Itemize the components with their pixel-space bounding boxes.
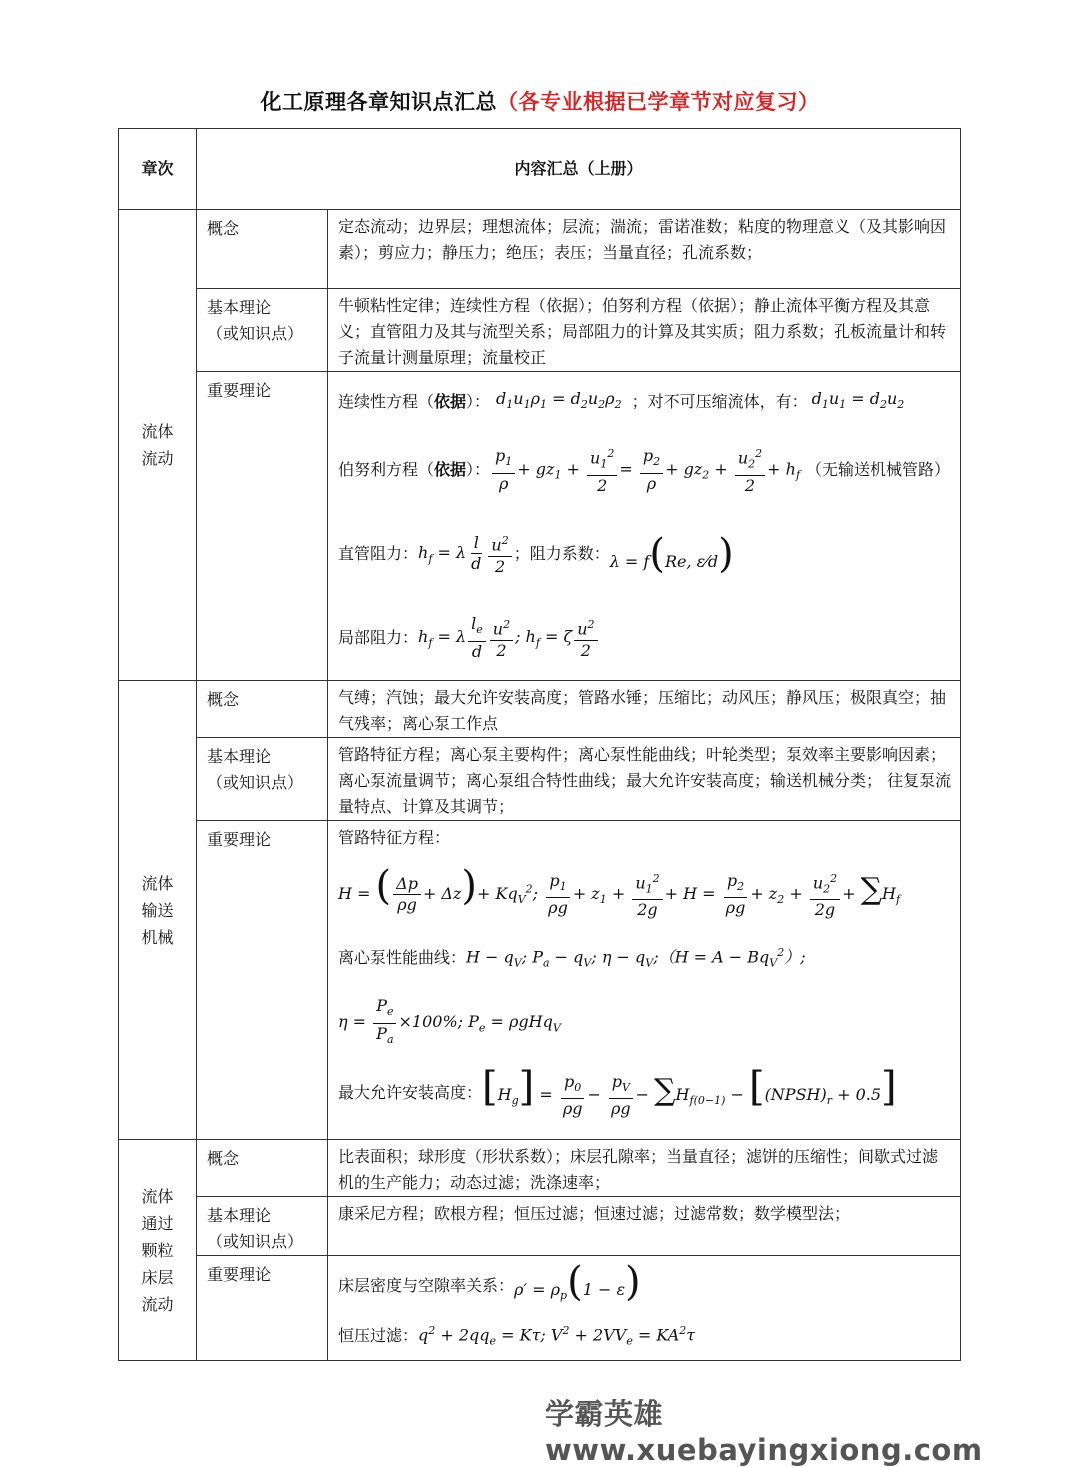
- eq-label: 局部阻力：: [338, 628, 419, 647]
- table-row: [119, 210, 961, 289]
- label-line-1: 基本理论: [207, 298, 272, 317]
- table-row: [119, 372, 961, 681]
- summary-table: [118, 128, 961, 1361]
- eq-bold: 依据: [434, 460, 467, 479]
- table-row: [119, 821, 961, 1140]
- label-line-1: 基本理论: [207, 1206, 272, 1225]
- local-resistance: 局部阻力： $h_f = \lambda$ $\frac{l_e}{d}$ $\frac{u^2}{2}$ ; $h_f = \zeta$ $\frac{u^2}{2}$: [338, 596, 952, 680]
- eq-note: （无输送机械管路）: [806, 460, 951, 479]
- table-header-row: [119, 129, 961, 210]
- row-label: 概念: [197, 1140, 328, 1197]
- chapter-label: 流动: [141, 1294, 174, 1314]
- chapter-label: 流体: [141, 873, 174, 893]
- chapter-fluid-transport: [119, 681, 197, 1140]
- particle-basic: 康采尼方程；欧根方程；恒压过滤；恒速过滤；过滤常数；数学模型法；: [328, 1197, 961, 1256]
- row-label: [197, 1197, 328, 1256]
- chapter-label: 流体: [141, 1186, 174, 1206]
- transport-concept: 气缚；汽蚀；最大允许安装高度；管路水锤；压缩比；动风压；静风压；极限真空；抽气残率；离心泵工作点: [328, 681, 961, 738]
- continuity-equation: 连续性方程（ 依据 ）： $d_1u_1\rho_1 = d_2u_2\rho_2$ ；对不可压缩流体，有： $d_1u_1 = d_2u_2$: [338, 376, 952, 428]
- eq-label: 连续性方程（: [338, 392, 435, 411]
- chapter-label: 颗粒: [141, 1240, 174, 1260]
- eq-bold: 依据: [434, 392, 467, 411]
- title-note: （各专业根据已学章节对应复习）: [497, 90, 820, 114]
- eq-label: 直管阻力：: [338, 544, 419, 563]
- transport-basic: 管路特征方程；离心泵主要构件；离心泵性能曲线；叶轮类型；泵效率主要影响因素；离心泵流量调节；离心泵组合特性曲线；最大允许安装高度；输送机械分类； 往复泵流量特点、计算及其调节；: [328, 738, 961, 821]
- chapter-label: 输送: [141, 900, 174, 920]
- max-install-height: 最大允许安装高度： $[H_g]$ = $\frac{p_0}{\rho g}$ − $\frac{p_V}{\rho g}$ − $\sum H_{f(0-1)}$ − $[(NPSH)_r + 0.5]$: [338, 1063, 897, 1119]
- row-label: 重要理论: [197, 372, 328, 681]
- label-line-2: （或知识点）: [207, 324, 304, 343]
- pipeline-equation: H = ( $\frac{\Delta p}{\rho g}$ + $\Delta z)+ Kq_V^2$; $\frac{p_1}{\rho g}$ + $z_1$ + $\frac{u_1^2}{2g}$ + H = $\frac{p_2}{\rho g}$ + $z_2$ + $\frac{u_2^2}{2g}$ + $\sum H_f$: [338, 862, 901, 920]
- eq-label: 床层密度与空隙率关系：: [338, 1276, 515, 1295]
- bed-density-equation: 床层密度与空隙率关系： $\rho' = \rho_p(1 - \varepsilon)$: [338, 1259, 641, 1306]
- particle-key: [328, 1256, 961, 1361]
- table-row: [119, 1197, 961, 1256]
- fluid-flow-concept: 定态流动；边界层；理想流体；层流；湍流；雷诺准数；粘度的物理意义（及其影响因素）；剪应力；静压力；绝压；表压；当量直径；孔流系数；: [328, 210, 961, 289]
- straight-pipe-resistance: 直管阻力： $h_f = \lambda$ $\frac{l}{d}$ $\frac{u^2}{2}$ ；阻力系数： λ = f(Re, ε⁄d): [338, 530, 734, 577]
- fluid-flow-key: [328, 372, 961, 681]
- transport-key: [328, 821, 961, 1140]
- chapter-label: 床层: [141, 1267, 174, 1287]
- page-title: [0, 86, 1080, 116]
- row-label: [197, 289, 328, 372]
- table-row: [119, 289, 961, 372]
- label-line-2: （或知识点）: [207, 1232, 304, 1251]
- title-main: 化工原理各章知识点汇总: [260, 90, 497, 114]
- pump-efficiency: η = $\frac{P_e}{P_a}$ ×100%; $P_e = \rho gHq_V$: [338, 996, 561, 1046]
- table-row: [119, 681, 961, 738]
- eq-label: ）：: [466, 392, 491, 411]
- constant-pressure-filtration: 恒压过滤： $q^2 + 2qq_e = K\tau$; $V^2 + 2VV_e = KA^2\tau$: [338, 1323, 696, 1348]
- bernoulli-equation: 伯努利方程（ 依据 ）： $\frac{p_1}{\rho}$ + $gz_1$ + $\frac{u_1^2}{2}$ = $\frac{p_2}{\rho}$ + $gz_2$ + $\frac{u_2^2}{2}$ + $h_f$ （无输送机械管路）: [338, 428, 952, 512]
- row-label: [197, 738, 328, 821]
- eq-note: ；对不可压缩流体，有：: [631, 392, 808, 411]
- row-label: 重要理论: [197, 821, 328, 1140]
- pump-curve: 离心泵性能曲线： $H - q_V$; $P_a - q_V$; $\eta - q_V;(H = A - Bq_V^2)$;: [338, 945, 806, 970]
- footer-brand: 学霸英雄 www.xuebayingxiong.com: [545, 1397, 983, 1467]
- eq-label: 最大允许安装高度：: [338, 1083, 483, 1102]
- header-content: 内容汇总（上册）: [197, 129, 961, 210]
- table-row: [119, 1140, 961, 1197]
- eq-label: 管路特征方程：: [338, 828, 451, 847]
- row-label: 概念: [197, 210, 328, 289]
- eq-label: 恒压过滤：: [338, 1326, 419, 1345]
- particle-concept: 比表面积；球形度（形状系数）；床层孔隙率；当量直径；滤饼的压缩性；间歇式过滤机的生产能力；动态过滤；洗涤速率；: [328, 1140, 961, 1197]
- eq-label: 离心泵性能曲线：: [338, 948, 467, 967]
- eq-label: ；阻力系数：: [513, 544, 610, 563]
- chapter-fluid-flow: [119, 210, 197, 681]
- fluid-flow-basic: 牛顿粘性定律；连续性方程（依据）；伯努利方程（依据）；静止流体平衡方程及其意义；直管阻力及其与流型关系；局部阻力的计算及其实质；阻力系数；孔板流量计和转子流量计测量原理；流量校正: [328, 289, 961, 372]
- table-row: [119, 738, 961, 821]
- eq-label: ）：: [466, 460, 491, 479]
- header-chapter: 章次: [119, 129, 197, 210]
- row-label: 概念: [197, 681, 328, 738]
- chapter-label: 通过: [141, 1213, 174, 1233]
- label-line-2: （或知识点）: [207, 773, 304, 792]
- label-line-1: 基本理论: [207, 747, 272, 766]
- table-row: [119, 1256, 961, 1361]
- row-label: 重要理论: [197, 1256, 328, 1361]
- chapter-particle-bed: [119, 1140, 197, 1361]
- chapter-label: 流体流动: [141, 422, 174, 468]
- chapter-label: 机械: [141, 927, 174, 947]
- eq-label: 伯努利方程（: [338, 460, 435, 479]
